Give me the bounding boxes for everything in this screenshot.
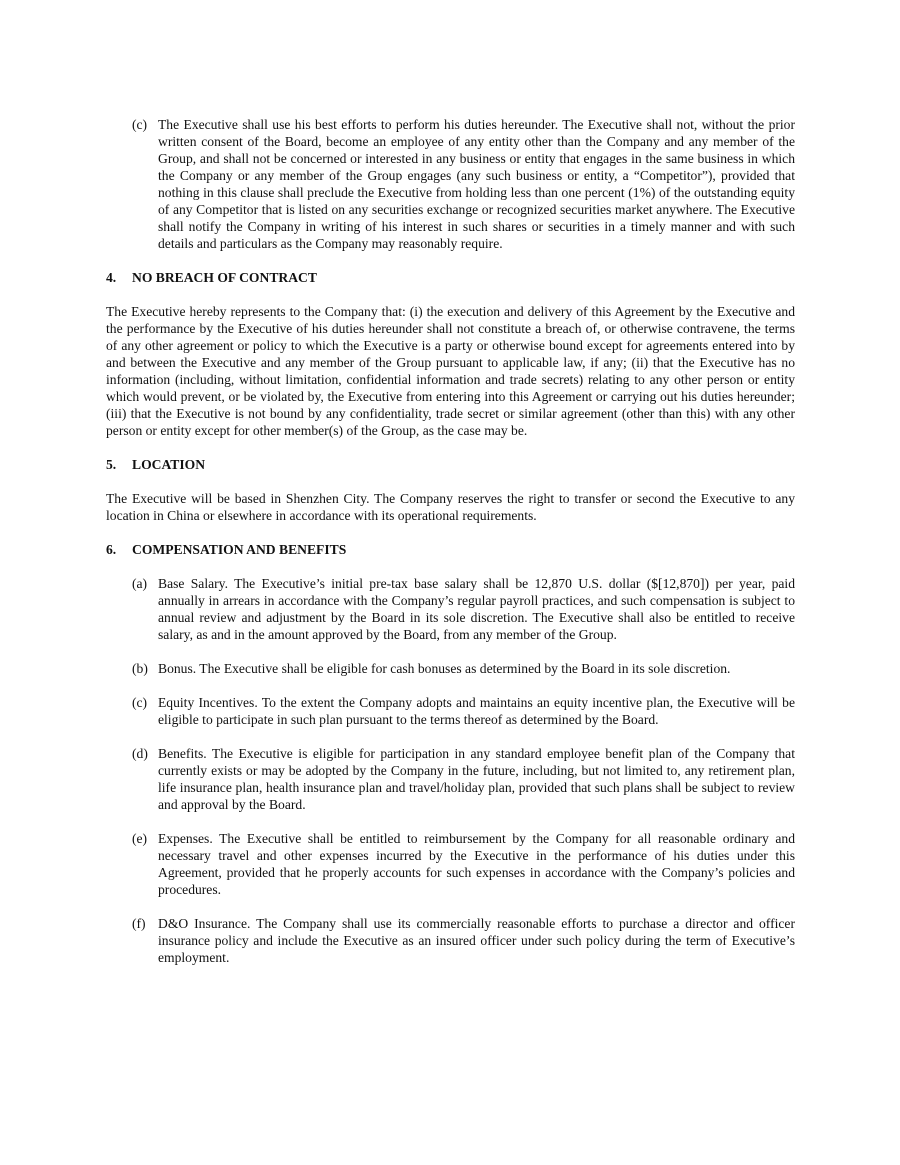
section-number: 4. <box>106 270 117 285</box>
clause-label: (c) <box>132 695 148 710</box>
clause-3c <box>106 116 795 252</box>
clause-label: (f) <box>132 916 146 931</box>
section-title: COMPENSATION AND BENEFITS <box>132 542 347 557</box>
clause-6f <box>106 915 795 966</box>
clause-label: (a) <box>132 576 148 591</box>
clause-6d <box>106 745 795 813</box>
clause-label: (b) <box>132 661 148 676</box>
section-5-body: The Executive will be based in Shenzhen City. The Company reserves the right to transfer or second the Executive to any location in China or elsewhere in accordance with its operational requirements. <box>106 491 795 523</box>
clause-text: Equity Incentives. To the extent the Company adopts and maintains an equity incentive plan, the Executive will be eligible to participate in such plan pursuant to the terms thereof as determined by the Board. <box>158 695 795 727</box>
section-title: NO BREACH OF CONTRACT <box>132 270 317 285</box>
section-heading-5 <box>106 456 795 473</box>
section-number: 6. <box>106 542 117 557</box>
clause-label: (e) <box>132 831 148 846</box>
clause-text: Expenses. The Executive shall be entitled to reimbursement by the Company for all reasonable ordinary and necessary travel and other expenses incurred by the Executive in the performance of his duties under this Agreement, provided that he properly accounts for such expenses in accordance with the Company’s policies and procedures. <box>158 831 795 897</box>
clause-label: (d) <box>132 746 148 761</box>
clause-text: Base Salary. The Executive’s initial pre-tax base salary shall be 12,870 U.S. dollar ($[12,870]) per year, paid annually in arrears in accordance with the Company’s regular payroll practices, and such compensation is subject to annual review and adjustment by the Board in its sole discretion. The Executive shall also be entitled to receive salary, as and in the amount approved by the Board, from any member of the Group. <box>158 576 795 642</box>
section-number: 5. <box>106 457 117 472</box>
clause-6b <box>106 660 795 677</box>
clause-6a <box>106 575 795 643</box>
clause-label: (c) <box>132 117 148 132</box>
section-heading-4 <box>106 269 795 286</box>
clause-text: The Executive shall use his best efforts to perform his duties hereunder. The Executive shall not, without the prior written consent of the Board, become an employee of any entity other than the Company and any member of the Group, and shall not be concerned or interested in any business or entity that engages in the same business in which the Company or any member of the Group engages (any such business or entity, a “Competitor”), provided that nothing in this clause shall preclude the Executive from holding less than one percent (1%) of the outstanding equity of any Competitor that is listed on any securities exchange or recognized securities market anywhere. The Executive shall notify the Company in writing of his interest in such shares or securities in a timely manner and with such details and particulars as the Company may reasonably require. <box>158 117 795 251</box>
clause-text: Benefits. The Executive is eligible for participation in any standard employee benefit plan of the Company that currently exists or may be adopted by the Company in the future, including, but not limited to, any retirement plan, life insurance plan, health insurance plan and travel/holiday plan, provided that such plans shall be subject to review and approval by the Board. <box>158 746 795 812</box>
document-page <box>106 116 795 966</box>
section-title: LOCATION <box>132 457 206 472</box>
clause-6e <box>106 830 795 898</box>
clause-text: Bonus. The Executive shall be eligible for cash bonuses as determined by the Board in its sole discretion. <box>158 661 731 676</box>
clause-6c <box>106 694 795 728</box>
clause-text: D&O Insurance. The Company shall use its commercially reasonable efforts to purchase a director and officer insurance policy and include the Executive as an insured officer under such policy during the term of Executive’s employment. <box>158 916 795 965</box>
section-heading-6 <box>106 541 795 558</box>
section-4-body: The Executive hereby represents to the Company that: (i) the execution and delivery of this Agreement by the Executive and the performance by the Executive of his duties hereunder shall not constitute a breach of, or otherwise contravene, the terms of any other agreement or policy to which the Executive is a party or otherwise bound except for agreements entered into by and between the Executive and any member of the Group pursuant to applicable law, if any; (ii) that the Executive has no information (including, without limitation, confidential information and trade secrets) relating to any other person or entity which would prevent, or be violated by, the Executive from entering into this Agreement or carrying out his duties hereunder; (iii) that the Executive is not bound by any confidentiality, trade secret or similar agreement (other than this) with any other person or entity except for other member(s) of the Group, as the case may be. <box>106 304 795 438</box>
